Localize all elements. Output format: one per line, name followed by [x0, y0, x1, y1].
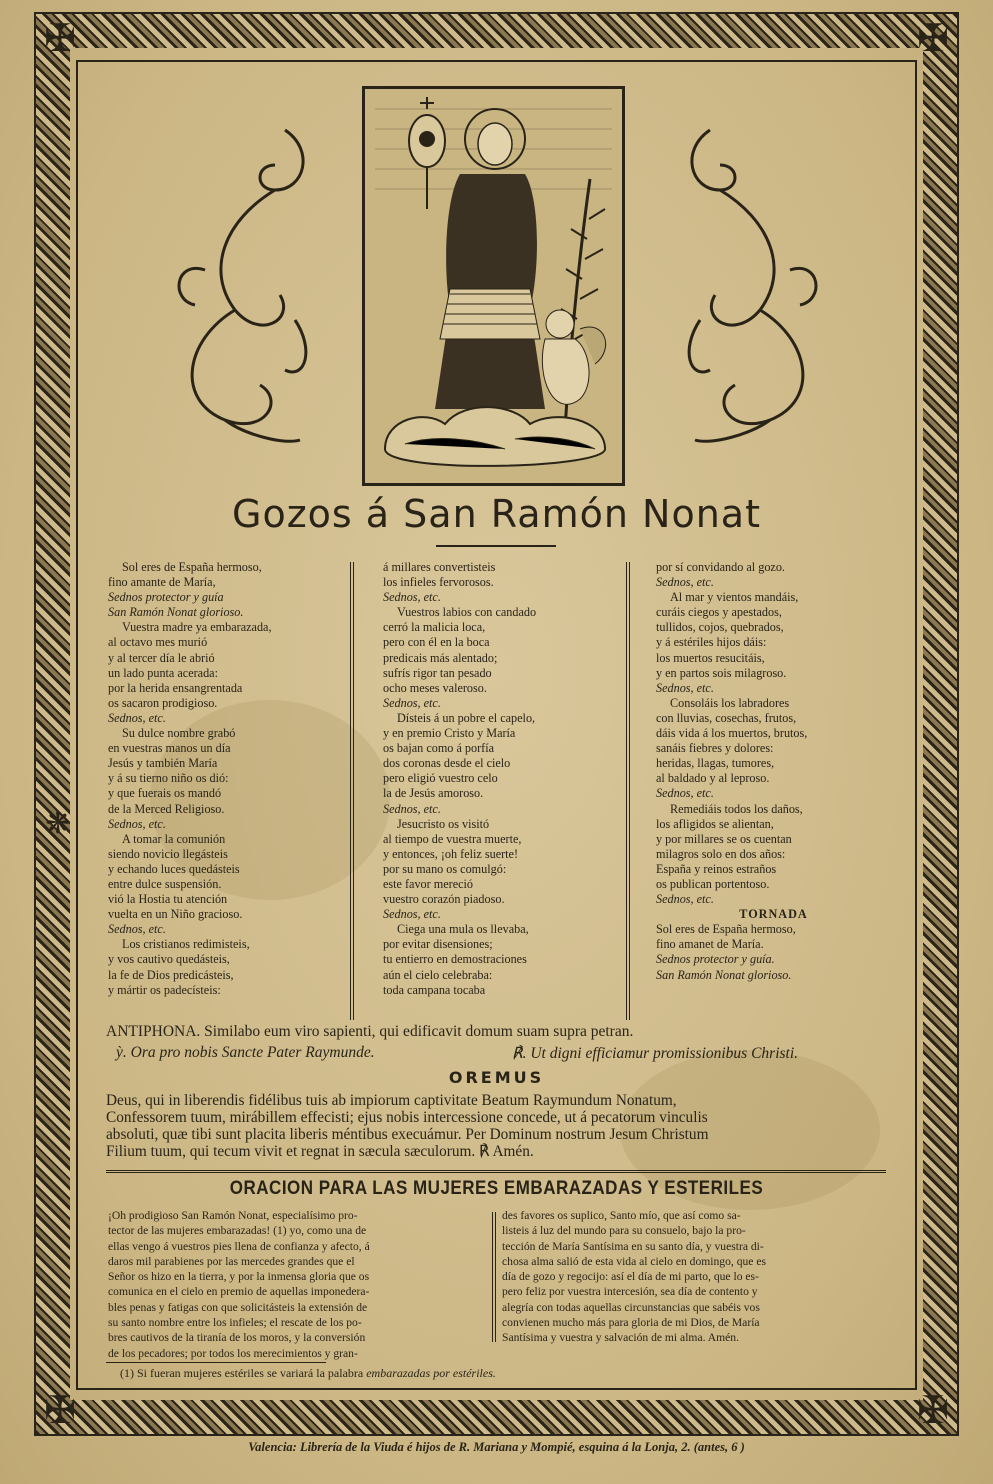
verse-line: siendo novicio llegásteis — [108, 846, 228, 861]
verse-line: por la herida ensangrentada — [108, 680, 243, 695]
verse-line: y mártir os padecísteis: — [108, 982, 221, 997]
oremus-heading: OREMUS — [448, 1068, 545, 1087]
footnote-text: (1) Si fueran mujeres estériles se variará la palabra — [120, 1366, 367, 1380]
gozos-column-1 — [108, 560, 348, 998]
verse-line: la de Jesús amoroso. — [383, 786, 484, 801]
verse-line: vió la Hostia tu atención — [108, 892, 228, 907]
saint-engraving — [362, 86, 625, 486]
verse-line: Dísteis á un pobre el capelo, — [397, 710, 536, 725]
text-line: tección de María Santísima en su santo día, y vuestra di- — [502, 1239, 764, 1253]
side-ornament-icon: ❋ — [45, 806, 71, 841]
text-line: absoluti, quæ tibi sunt placita liberis méntibus execuámur. Per Dominum nostrum Jesum Christum — [106, 1126, 709, 1143]
verse-line: de la Merced Religioso. — [108, 801, 225, 816]
footnote-italic: embarazadas por estériles. — [366, 1366, 496, 1380]
antiphona: ANTIPHONA. Similabo eum viro sapienti, qui edificavit domum suam supra petran. — [106, 1023, 634, 1040]
right-flourish-icon — [665, 120, 830, 450]
verse-line: curáis ciegos y apestados, — [656, 605, 782, 620]
column-divider — [626, 562, 630, 1020]
verse-line: un lado punta acerada: — [108, 665, 218, 680]
page-title: Gozos á San Ramón Nonat — [232, 492, 761, 536]
verse-line: Ciega una mula os llevaba, — [397, 922, 529, 937]
corner-ornament-icon: ✠ — [917, 16, 949, 60]
verse-line: Sednos, etc. — [108, 922, 166, 937]
verse-line: fino amanet de María. — [656, 937, 764, 952]
text-line: alegría con todas aquellas circunstancias que sabéis vos — [502, 1300, 760, 1314]
text-line: Señor os hizo en la tierra, y por la inmensa gloria que os — [108, 1270, 370, 1284]
text-line: convienen mucho más para gloria de mi Dios, de María — [502, 1316, 760, 1330]
verse-line: y al tercer día le abrió — [108, 650, 215, 665]
verse-line: TORNADA — [739, 907, 808, 922]
verse-line: la fe de Dios predicásteis, — [108, 967, 234, 982]
verse-line: dos coronas desde el cielo — [383, 756, 511, 771]
text-line: de los pecadores; por todos los merecimientos y gran- — [108, 1346, 358, 1360]
text-line: pero feliz por vuestra intercesión, sea día de contento y — [502, 1285, 758, 1299]
title-underline — [436, 545, 556, 547]
verse-line: Vuestra madre ya embarazada, — [122, 620, 272, 635]
verse-line: Sol eres de España hermoso, — [656, 922, 796, 937]
verse-line: este favor mereció — [383, 876, 474, 891]
verse-line: fino amante de María, — [108, 575, 216, 590]
verse-line: y vos cautivo quedásteis, — [108, 952, 230, 967]
verse-line: milagros solo en dos años: — [656, 846, 786, 861]
verse-line: Sednos, etc. — [383, 907, 441, 922]
verse-line: Sednos, etc. — [383, 590, 441, 605]
verse-line: pero eligió vuestro celo — [383, 771, 498, 786]
verse-line: Sednos, etc. — [108, 816, 166, 831]
oremus-prayer — [106, 1092, 888, 1160]
verse-line: sufrís rigor tan pesado — [383, 665, 492, 680]
footnote — [120, 1366, 880, 1381]
corner-ornament-icon: ✠ — [917, 1388, 949, 1432]
verse-line: San Ramón Nonat glorioso. — [108, 605, 244, 620]
text-line: des favores os suplico, Santo mío, que así como sa- — [502, 1209, 741, 1222]
verse-line: Los cristianos redimisteis, — [122, 937, 250, 952]
verse-line: por sí convidando al gozo. — [656, 560, 785, 574]
verse-line: los afligidos se alientan, — [656, 816, 774, 831]
verse-line: Sol eres de España hermoso, — [122, 560, 262, 574]
verse-line: y á estériles hijos dáis: — [656, 635, 767, 650]
verse-line: Sednos protector y guía. — [656, 952, 775, 967]
text-line: Santísima y vuestra y salvación de mi alma. Amén. — [502, 1331, 739, 1345]
response: ℟. Ut digni efficiamur promissionibus Christi. — [512, 1045, 799, 1062]
verse-line: al tiempo de vuestra muerte, — [383, 831, 522, 846]
verse-line: Su dulce nombre grabó — [122, 726, 236, 741]
verse-line: heridas, llagas, tumores, — [656, 756, 775, 771]
verse-line: Remediáis todos los daños, — [670, 801, 803, 816]
oracion-column-left — [108, 1208, 486, 1361]
text-line: su santo nombre entre los infieles; el rescate de los po- — [108, 1316, 362, 1330]
verse-line: por evitar disensiones; — [383, 937, 493, 952]
corner-ornament-icon: ✠ — [44, 16, 76, 60]
verse-line: Jesús y también María — [108, 756, 218, 771]
verse-line: España y reinos estraños — [656, 861, 777, 876]
text-line: Deus, qui in liberendis fidélibus tuis ab impiorum captivitate Beatum Raymundum Nonatum, — [106, 1092, 677, 1109]
verse-line: Sednos, etc. — [383, 695, 441, 710]
text-line: Confessorem tuum, mirábillem effecisti; ejus nobis intercessione concede, ut á pecatorum vinculis — [106, 1109, 708, 1126]
corner-ornament-icon: ✠ — [44, 1388, 76, 1432]
text-line: Filium tuum, qui tecum vivit et regnat in sæcula sæculorum. ℟ Amén. — [106, 1143, 534, 1160]
column-divider — [350, 562, 354, 1020]
text-line: listeis á luz del mundo para su consuelo, bajo la pro- — [502, 1224, 746, 1238]
versicle: ỳ. Ora pro nobis Sancte Pater Raymunde. — [116, 1044, 375, 1061]
column-divider — [492, 1212, 496, 1342]
verse-line: A tomar la comunión — [122, 831, 226, 846]
gozos-column-2 — [383, 560, 623, 998]
footnote-rule — [106, 1362, 326, 1363]
verse-line: Sednos, etc. — [656, 892, 714, 907]
verse-line: los infieles fervorosos. — [383, 575, 494, 590]
verse-line: y que fuerais os mandó — [108, 786, 222, 801]
verse-line: Sednos, etc. — [656, 786, 714, 801]
verse-line: ocho meses valeroso. — [383, 680, 487, 695]
verse-line: dáis vida á los muertos, brutos, — [656, 726, 808, 741]
text-line: ellas vengo á vuestros pies llena de confianza y afecto, á — [108, 1239, 370, 1253]
verse-line: los muertos resucitáis, — [656, 650, 765, 665]
verse-line: Sednos, etc. — [656, 680, 714, 695]
verse-line: al octavo mes murió — [108, 635, 208, 650]
versicle-line — [116, 1044, 896, 1062]
verse-line: toda campana tocaba — [383, 982, 486, 997]
left-flourish-icon — [165, 120, 330, 450]
verse-line: á millares convertisteis — [383, 560, 496, 574]
verse-line: entre dulce suspensión. — [108, 876, 222, 891]
verse-line: tu entierro en demostraciones — [383, 952, 527, 967]
verse-line: aún el cielo celebraba: — [383, 967, 493, 982]
saint-ramon-nonat-icon — [365, 89, 622, 483]
verse-line: y entonces, ¡oh feliz suerte! — [383, 846, 519, 861]
verse-line: os bajan como á porfía — [383, 741, 495, 756]
verse-line: Consoláis los labradores — [670, 695, 790, 710]
text-line: tector de las mujeres embarazadas! (1) yo, como una de — [108, 1224, 367, 1238]
verse-line: Sednos, etc. — [656, 575, 714, 590]
verse-line: tullidos, cojos, quebrados, — [656, 620, 784, 635]
verse-line: y por millares se os cuentan — [656, 831, 792, 846]
verse-line: os sacaron prodigioso. — [108, 695, 218, 710]
verse-line: Al mar y vientos mandáis, — [670, 590, 799, 605]
verse-line: sanáis fiebres y dolores: — [656, 741, 774, 756]
verse-line: por su mano os comulgó: — [383, 861, 507, 876]
text-line: comunica en el cielo en premio de aquellas imponedera- — [108, 1285, 370, 1299]
verse-line: Jesucristo os visitó — [397, 816, 490, 831]
text-line: chosa alma salió de esta vida al cielo en domingo, que es — [502, 1254, 766, 1268]
verse-line: pero con él en la boca — [383, 635, 490, 650]
oracion-column-right — [502, 1208, 887, 1346]
verse-line: con lluvias, cosechas, frutos, — [656, 710, 797, 725]
section-divider — [106, 1170, 886, 1173]
text-line: bres cautivos de la tiranía de los moros, y la conversión — [108, 1331, 366, 1345]
text-line: daros mil parabienes por las mercedes grandes que el — [108, 1254, 355, 1268]
verse-line: cerró la malicia loca, — [383, 620, 486, 635]
verse-line: San Ramón Nonat glorioso. — [656, 967, 792, 982]
verse-line: y en partos sois milagroso. — [656, 665, 787, 680]
text-line: ¡Oh prodigioso San Ramón Nonat, especialísimo pro- — [108, 1209, 358, 1222]
verse-line: vuelta en un Niño gracioso. — [108, 907, 243, 922]
printer-imprint: Valencia: Librería de la Viuda é hijos de R. Mariana y Mompié, esquina á la Lonja, 2. (antes, 6 ) — [248, 1440, 745, 1454]
verse-line: en vuestras manos un día — [108, 741, 231, 756]
verse-line: Vuestros labios con candado — [397, 605, 537, 620]
verse-line: y á su tierno niño os dió: — [108, 771, 229, 786]
verse-line: vuestro corazón piadoso. — [383, 892, 505, 907]
verse-line: y echando luces quedásteis — [108, 861, 240, 876]
text-line: bles penas y fatigas con que solicitásteis la extensión de — [108, 1300, 368, 1314]
gozos-column-3 — [656, 560, 891, 983]
verse-line: Sednos, etc. — [108, 710, 166, 725]
verse-line: Sednos protector y guía — [108, 590, 224, 605]
verse-line: predicais más alentado; — [383, 650, 498, 665]
text-line: día de gozo y regocijo: así el día de mi parto, que lo es- — [502, 1270, 759, 1284]
verse-line: al baldado y al leproso. — [656, 771, 770, 786]
verse-line: Sednos, etc. — [383, 801, 441, 816]
verse-line: y en premio Cristo y María — [383, 726, 516, 741]
oracion-heading: ORACION PARA LAS MUJERES EMBARAZADAS Y ESTERILES — [229, 1176, 764, 1199]
verse-line: os publican portentoso. — [656, 876, 770, 891]
